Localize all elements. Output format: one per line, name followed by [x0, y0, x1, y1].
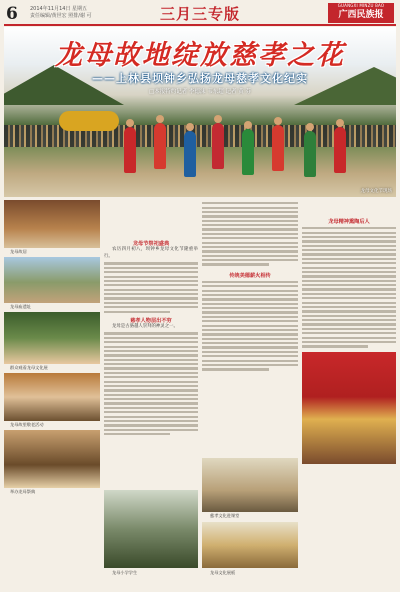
column-1 [4, 200, 100, 495]
caption-7: 龙母小学学生 [112, 570, 138, 575]
caption-5: 举办龙母祭典 [10, 489, 36, 494]
photo-6 [202, 458, 298, 512]
photo-4 [4, 373, 100, 421]
performer [242, 129, 254, 175]
dragon-dance [59, 111, 119, 131]
section-heading: 慈孝人物层出不穷 [130, 317, 172, 324]
photo-7 [104, 490, 198, 568]
page-number: 6 [6, 4, 18, 24]
photo-shrine [302, 352, 396, 464]
column-3 [202, 200, 298, 500]
caption-6: 慈孝文化进课堂 [210, 513, 240, 518]
photo-5 [4, 430, 100, 488]
issue-date: 2014年11月14日 星期五 [30, 6, 88, 12]
paragraph: 龙母是古骆越人崇拜的神灵之一。 [112, 323, 178, 329]
newspaper-logo [328, 3, 394, 23]
hero-photo [4, 27, 396, 197]
section-heading: 龙母精神熏陶后人 [328, 219, 370, 225]
section-heading: 传统美德薪火相传 [229, 272, 271, 279]
performer [154, 123, 166, 169]
issue-editors: 责任编辑/黄世宏 照排/谢 可 [30, 13, 92, 19]
caption-2: 龙母庙遗址 [10, 304, 31, 309]
performer [212, 123, 224, 169]
caption-1: 龙母故居 [10, 249, 27, 254]
caption-3: 群众观看龙母文化展 [10, 365, 48, 370]
performer [184, 131, 196, 177]
hero-subtitle: ——上林县坝钟乡弘扬龙母慈孝文化纪实 [92, 72, 308, 85]
hero-caption: 龙母文化节现场 [360, 189, 392, 194]
text-block [104, 262, 198, 312]
header-rule [4, 24, 396, 26]
text-block [302, 227, 396, 347]
section-heading: 龙母节祭祀盛典 [132, 241, 170, 247]
photo-2 [4, 257, 100, 303]
paragraph: 农历四月初八，坝钟乡龙母文化节隆重举行。 [104, 247, 198, 259]
photo-3 [4, 312, 100, 364]
section-title: 三月三专版 [159, 5, 240, 23]
caption-4: 龙母故里敬老活动 [10, 422, 44, 427]
text-block [202, 202, 298, 265]
caption-8: 龙母文化展板 [210, 570, 236, 575]
column-4 [302, 200, 396, 592]
performer [124, 127, 136, 173]
logo-english: GUANGXI MINZU BAO [337, 3, 385, 8]
performer [272, 125, 284, 171]
performer [334, 127, 346, 173]
hero-title: 龙母故地绽放慈孝之花 [55, 40, 345, 71]
issue-meta [30, 6, 110, 20]
logo-chinese: 广西民族报 [338, 10, 384, 20]
text-block [104, 332, 198, 435]
photo-8 [202, 522, 298, 568]
text-block [202, 281, 298, 371]
performer [304, 131, 316, 177]
photo-1 [4, 200, 100, 248]
byline: □本报特约记者 李德沫 韦东超 记者 黄 芬 [149, 89, 251, 95]
